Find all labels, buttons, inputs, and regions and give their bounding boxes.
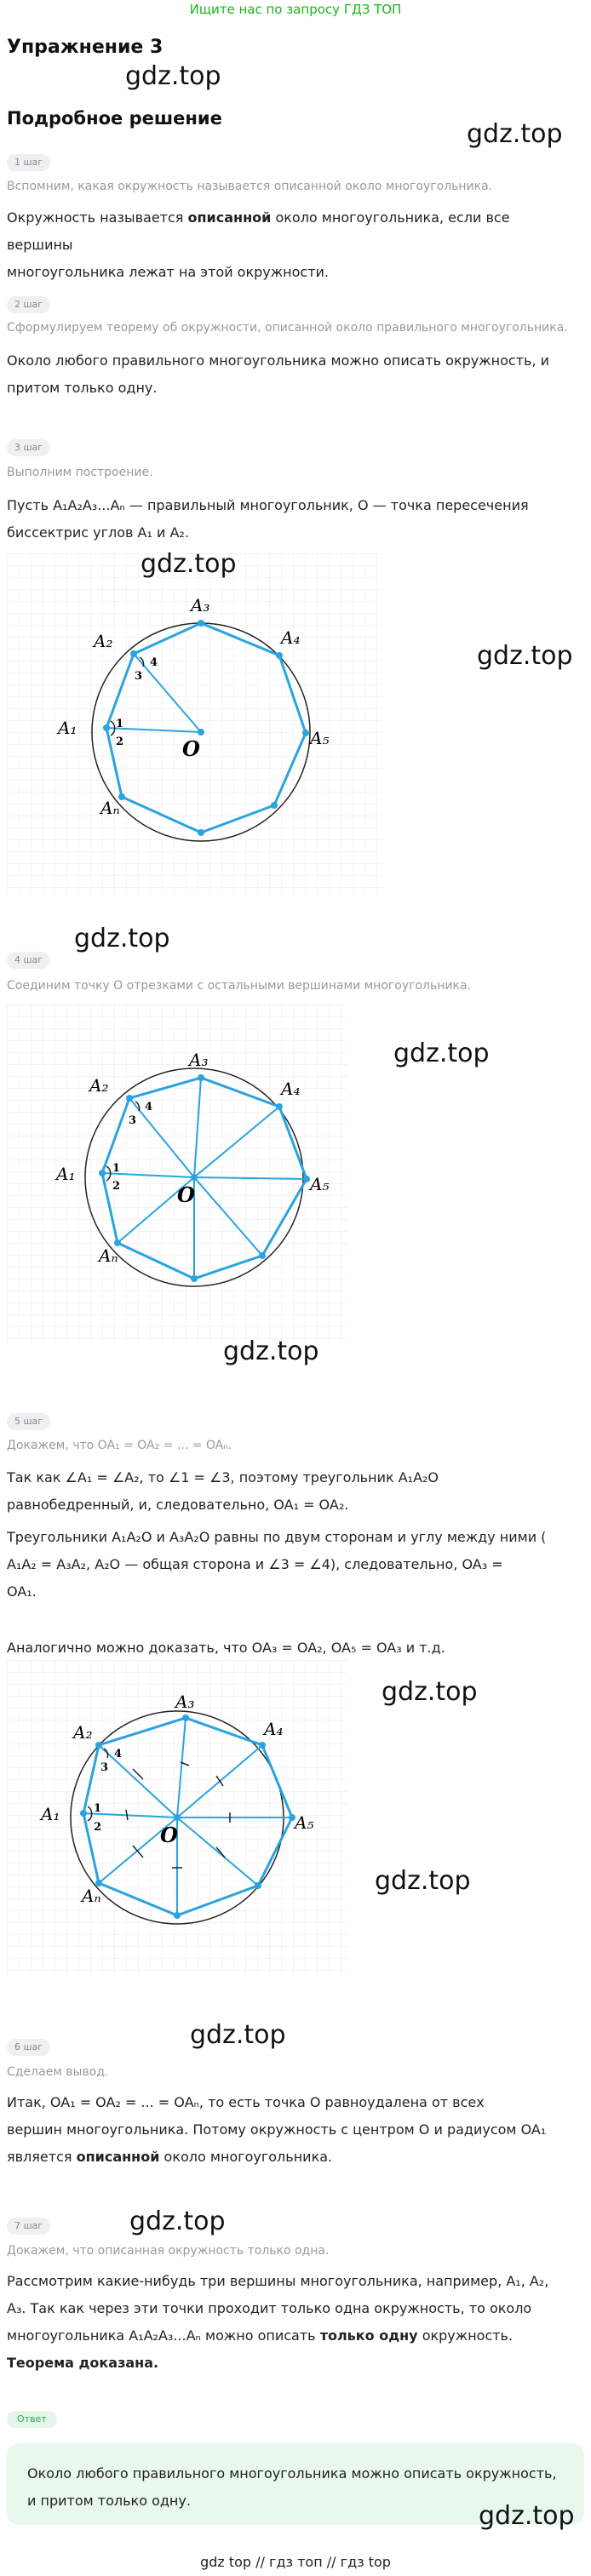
step5-text-a: Так как ∠A₁ = ∠A₂, то ∠1 = ∠3, поэтому треугольник A₁A₂O равнобедренный, и, следовательно, OA₁ = OA₂. [7, 1469, 439, 1513]
footer-link[interactable]: гдз top [340, 2554, 391, 2570]
label-an: Aₙ [82, 1886, 101, 1906]
watermark: gdz.top [223, 1337, 319, 1366]
step7-text: Рассмотрим какие-нибудь три вершины многоугольника, например, A₁, A₂, A₃. Так как через эти точки проходит только одна окружность, то около многоугольника A₁A₂A₃...Aₙ можно описать только одну окружность. Теорема доказана. [7, 2273, 549, 2371]
step1-text: Окружность называется описанной около многоугольника, если все вершины многоугольника лежат на этой окружности. [7, 209, 510, 280]
step-badge: 2 шаг [7, 296, 50, 313]
label-angle-1: 1 [116, 718, 124, 730]
watermark: gdz.top [190, 2020, 286, 2050]
step5-text-b: Треугольники A₁A₂O и A₃A₂O равны по двум сторонам и углу между ними ( A₁A₂ = A₃A₂, A₂O — общая сторона и ∠3 = ∠4), следовательно, OA₃ = OA₁. [7, 1529, 547, 1600]
label-o: O [160, 1823, 178, 1847]
label-angle-4: 4 [150, 656, 158, 669]
label-a2: A₂ [73, 1722, 93, 1743]
label-o: O [182, 736, 200, 761]
step-hint: Докажем, что OA₁ = OA₂ = ... = OAₙ. [7, 1439, 232, 1452]
step-badge: 4 шаг [7, 952, 50, 969]
footer-link[interactable]: gdz top [200, 2554, 252, 2570]
step-hint: Вспомним, какая окружность называется описанной около многоугольника. [7, 180, 493, 193]
figure-construction [7, 553, 382, 894]
step-hint: Сформулируем теорему об окружности, описанной около правильного многоугольника. [7, 321, 568, 335]
label-a3: A₃ [175, 1692, 195, 1712]
label-a5: A₅ [295, 1812, 314, 1833]
step-hint: Сделаем вывод. [7, 2065, 109, 2079]
watermark: gdz.top [393, 1039, 490, 1068]
label-angle-3: 3 [100, 1761, 109, 1774]
step2-text: Около любого правильного многоугольника можно описать окружность, и притом только одну. [7, 352, 550, 396]
watermark: gdz.top [375, 1866, 471, 1896]
label-a4: A₄ [281, 1079, 301, 1099]
step6-text: Итак, OA₁ = OA₂ = ... = OAₙ, то есть точка O равноудалена от всех вершин многоугольника. Потому окружность с центром O и радиусом OA₁ является описанной около многоугольника. [7, 2094, 547, 2165]
label-a1: A₁ [41, 1804, 60, 1824]
step-badge: 6 шаг [7, 2039, 50, 2056]
step3-text: Пусть A₁A₂A₃...Aₙ — правильный многоугольник, O — точка пересечения биссектрис углов A₁ и A₂. [7, 497, 529, 541]
answer-badge: Ответ [7, 2411, 57, 2428]
watermark: gdz.top [477, 641, 573, 671]
label-a5: A₅ [310, 1174, 330, 1194]
label-a2: A₂ [89, 1075, 109, 1096]
label-a4: A₄ [281, 627, 301, 648]
label-angle-2: 2 [116, 736, 124, 748]
label-an: Aₙ [100, 798, 120, 818]
label-a2: A₂ [94, 631, 113, 651]
footer-separator: // [326, 2554, 336, 2570]
watermark: gdz.top [141, 549, 237, 579]
step-hint: Соединим точку O отрезками с остальными вершинами многоугольника. [7, 979, 471, 993]
label-angle-1: 1 [112, 1162, 121, 1175]
watermark: gdz.top [74, 924, 170, 953]
step5-text-c: Аналогично можно доказать, что OA₃ = OA₂, OA₅ = OA₃ и т.д. [7, 1640, 445, 1656]
label-angle-2: 2 [112, 1180, 121, 1193]
label-angle-4: 4 [114, 1748, 123, 1760]
label-a3: A₃ [191, 595, 210, 615]
label-angle-3: 3 [135, 670, 143, 683]
label-a1: A₁ [56, 1164, 76, 1184]
step-badge: 3 шаг [7, 439, 50, 456]
search-banner[interactable]: Ищите нас по запросу ГДЗ ТОП [189, 2, 402, 17]
watermark: gdz.top [382, 1677, 478, 1707]
label-o: O [177, 1182, 195, 1207]
step-hint: Докажем, что описанная окружность только одна. [7, 2244, 330, 2258]
watermark: gdz.top [479, 2501, 575, 2531]
label-a5: A₅ [310, 728, 330, 748]
step-badge: 1 шаг [7, 154, 50, 171]
exercise-title: Упражнение 3 [7, 37, 164, 58]
step-badge: 5 шаг [7, 1413, 50, 1430]
solution-heading: Подробное решение [7, 108, 222, 129]
step-hint: Выполним построение. [7, 466, 153, 479]
label-an: Aₙ [99, 1245, 118, 1266]
footer-link[interactable]: гдз топ [269, 2554, 323, 2570]
label-angle-3: 3 [129, 1114, 137, 1127]
footer-links [0, 2554, 591, 2570]
answer-text: Около любого правильного многоугольника можно описать окружность, и притом только одну. [27, 2465, 557, 2509]
label-a3: A₃ [189, 1050, 209, 1070]
label-a1: A₁ [58, 718, 77, 738]
label-angle-4: 4 [145, 1101, 153, 1113]
label-angle-1: 1 [94, 1802, 102, 1815]
figure-radii [7, 1005, 347, 1345]
figure-equal-radii [7, 1660, 347, 1975]
step-badge: 7 шаг [7, 2218, 50, 2235]
label-angle-2: 2 [94, 1821, 102, 1834]
watermark: gdz.top [129, 2207, 226, 2236]
label-a4: A₄ [264, 1719, 284, 1739]
watermark: gdz.top [125, 61, 221, 91]
watermark: gdz.top [467, 119, 563, 149]
footer-separator: // [255, 2554, 265, 2570]
